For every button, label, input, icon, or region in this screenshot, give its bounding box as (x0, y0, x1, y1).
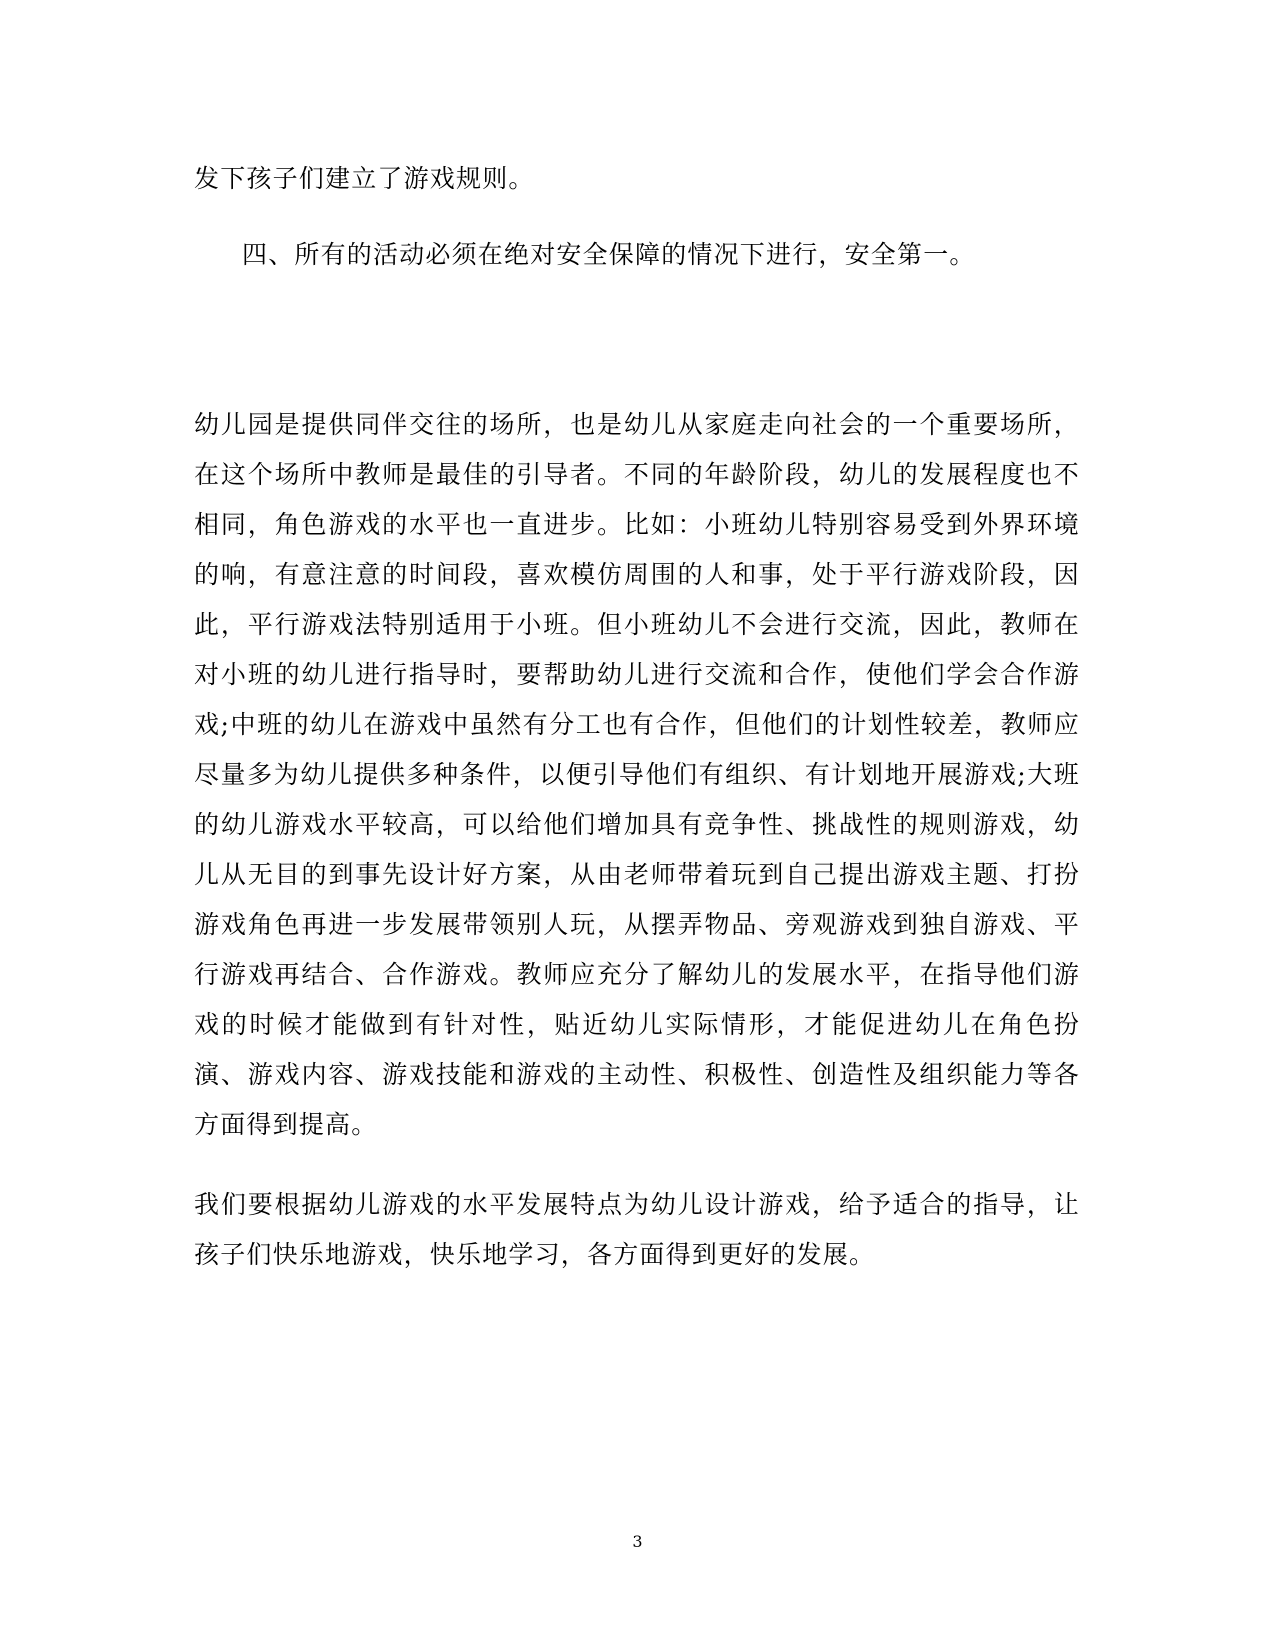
paragraph-kindergarten-guidance: 幼儿园是提供同伴交往的场所，也是幼儿从家庭走向社会的一个重要场所，在这个场所中教师是最佳的引导者。不同的年龄阶段，幼儿的发展程度也不相同，角色游戏的水平也一直进步。比如：小班幼儿特别容易受到外界环境的响，有意注意的时间段，喜欢模仿周围的人和事，处于平行游戏阶段，因此，平行游戏法特别适用于小班。但小班幼儿不会进行交流，因此，教师在对小班的幼儿进行指导时，要帮助幼儿进行交流和合作，使他们学会合作游戏;中班的幼儿在游戏中虽然有分工也有合作，但他们的计划性较差，教师应尽量多为幼儿提供多种条件，以便引导他们有组织、有计划地开展游戏;大班的幼儿游戏水平较高，可以给他们增加具有竞争性、挑战性的规则游戏，幼儿从无目的到事先设计好方案，从由老师带着玩到自己提出游戏主题、打扮游戏角色再进一步发展带领别人玩，从摆弄物品、旁观游戏到独自游戏、平行游戏再结合、合作游戏。教师应充分了解幼儿的发展水平，在指导他们游戏的时候才能做到有针对性，贴近幼儿实际情形，才能促进幼儿在角色扮演、游戏内容、游戏技能和游戏的主动性、积极性、创造性及组织能力等各方面得到提高。 (194, 410, 1080, 1139)
paragraph-safety-first: 四、所有的活动必须在绝对安全保障的情况下进行，安全第一。 (242, 240, 976, 269)
paragraph-conclusion: 我们要根据幼儿游戏的水平发展特点为幼儿设计游戏，给予适合的指导，让孩子们快乐地游戏，快乐地学习，各方面得到更好的发展。 (194, 1190, 1080, 1269)
paragraph-game-rules: 发下孩子们建立了游戏规则。 (194, 164, 535, 193)
page-number: 3 (632, 1532, 643, 1551)
